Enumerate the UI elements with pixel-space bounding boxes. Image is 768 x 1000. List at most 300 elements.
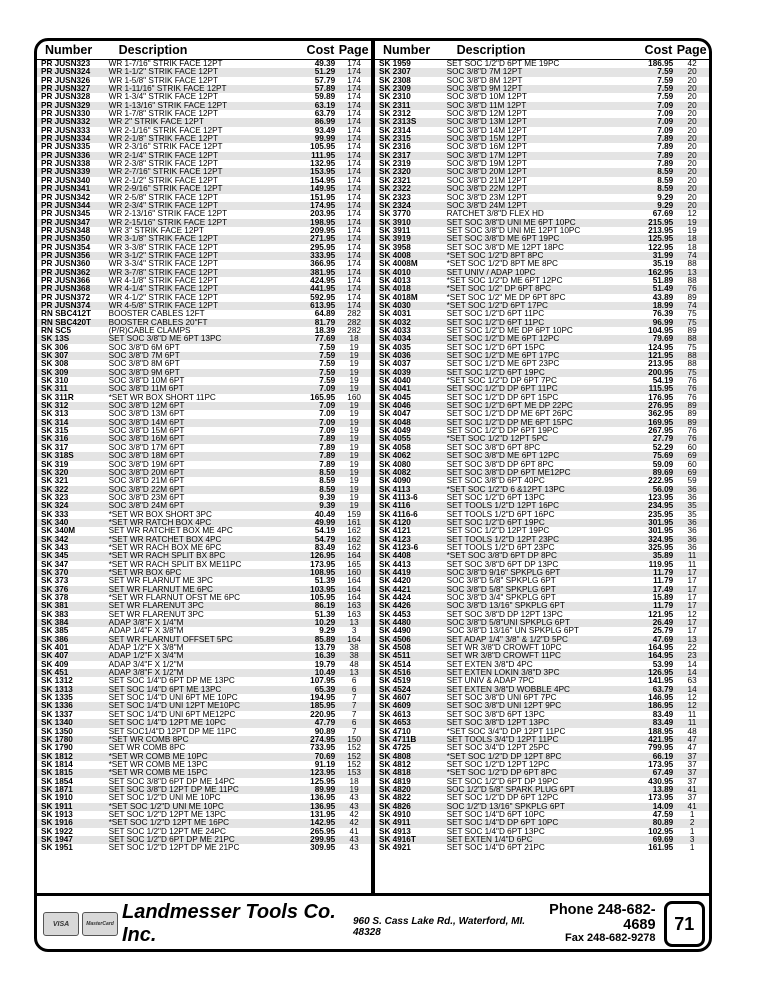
item-cost: 366.95 [310, 260, 336, 269]
table-row [375, 519, 709, 527]
item-number: SK 2312 [379, 110, 411, 119]
item-number: SK 318S [41, 452, 74, 461]
table-row [37, 419, 371, 427]
item-number: SK 4035 [379, 343, 411, 352]
item-description: SOC 3/8"D 14M 12PT [446, 126, 527, 135]
item-description: SET SOC 1/2"D DP 6PT 15PC [446, 393, 559, 402]
item-page: 174 [347, 143, 361, 152]
item-cost: 274.95 [310, 735, 336, 744]
item-cost: 47.69 [652, 635, 674, 644]
item-page: 19 [349, 468, 359, 477]
table-row [37, 836, 371, 844]
table-row [375, 803, 709, 811]
item-number: SK 343 [41, 543, 69, 552]
item-number: SK 4116 [379, 502, 411, 511]
table-row [375, 569, 709, 577]
table-row [37, 77, 371, 85]
item-description: WR 3-7/8" STRIK FACE 12PT [108, 268, 218, 277]
item-description: WR 2" STRIK FACE 12PT [108, 118, 204, 127]
item-page: 150 [347, 735, 361, 744]
item-cost: 7.09 [657, 110, 674, 119]
item-number: SK 4480 [379, 619, 411, 628]
table-row [37, 427, 371, 435]
table-row [37, 469, 371, 477]
item-description: SET EXTEN 3/8"D 4PC [446, 660, 533, 669]
item-cost: 7.89 [657, 160, 674, 169]
item-cost: 51.39 [314, 577, 336, 586]
item-cost: 67.49 [652, 769, 674, 778]
table-row [37, 444, 371, 452]
table-row [375, 435, 709, 443]
item-cost: 136.95 [310, 802, 336, 811]
table-row [37, 753, 371, 761]
item-description: *SET SOC 1/2"D 12PT 5PC [446, 435, 548, 444]
item-number: PR JUSN333 [41, 126, 91, 135]
item-page: 63 [687, 677, 697, 686]
table-row [375, 761, 709, 769]
item-page: 1 [689, 827, 695, 836]
item-description: SET SOC 1/2"D 6PT 11PC [446, 318, 545, 327]
item-description: *SET SOC 1/2"D 6PT 17PC [446, 301, 548, 310]
item-page: 3 [351, 627, 357, 636]
table-row [375, 719, 709, 727]
item-page: 162 [347, 535, 361, 544]
item-number: SK 4818 [379, 769, 411, 778]
table-row [375, 177, 709, 185]
table-row [37, 294, 371, 302]
item-cost: 123.95 [310, 769, 336, 778]
item-page: 1 [689, 810, 695, 819]
item-cost: 47.79 [314, 719, 336, 728]
item-description: SET SOC 1/4"D 6PT 10PC [446, 810, 545, 819]
table-row [375, 444, 709, 452]
table-row [37, 536, 371, 544]
item-page: 37 [687, 752, 697, 761]
item-description: SET SOC 3/8"D 6PT 8PC [446, 443, 541, 452]
table-row [375, 294, 709, 302]
item-cost: 7.89 [319, 452, 336, 461]
item-cost: 8.59 [657, 185, 674, 194]
item-cost: 104.95 [648, 327, 674, 335]
table-row [375, 319, 709, 327]
table-row [37, 669, 371, 677]
item-description: ADAP 1/2"F X 3/8"M [108, 644, 184, 653]
item-number: SK 2307 [379, 68, 411, 77]
item-description: WR 2-1/4" STRIK FACE 12PT [108, 151, 218, 160]
item-page: 36 [687, 543, 697, 552]
item-number: SK 1814 [41, 760, 73, 769]
item-description: SET SOC 1/2"D 12PT ME 24PC [108, 827, 226, 836]
item-number: SK 313 [41, 410, 69, 419]
item-page: 174 [347, 210, 361, 219]
item-cost: 8.59 [319, 468, 336, 477]
item-page: 1 [689, 844, 695, 853]
item-cost: 83.49 [652, 710, 674, 719]
item-description: SET WR 3/8"D CROWFT 10PC [446, 644, 562, 653]
table-row [375, 619, 709, 627]
item-description: SET SOC 1/4"D DP 6PT 10PC [446, 819, 559, 828]
item-number: SK 2319 [379, 160, 411, 169]
item-number: SK 1871 [41, 785, 73, 794]
item-page: 19 [349, 385, 359, 394]
item-description: SOC 3/8"D 24M 6PT [108, 502, 185, 511]
item-number: SK 4812 [379, 760, 411, 769]
item-page: 18 [349, 777, 359, 786]
item-page: 17 [687, 627, 697, 636]
item-page: 76 [687, 393, 697, 402]
table-row [37, 686, 371, 694]
item-page: 18 [349, 335, 359, 344]
item-cost: 57.79 [314, 76, 336, 85]
item-cost: 7.59 [657, 68, 674, 77]
item-page: 174 [347, 110, 361, 119]
item-cost: 142.95 [310, 819, 336, 828]
item-cost: 102.95 [648, 827, 674, 836]
right-column-header [375, 41, 709, 60]
item-page: 20 [687, 101, 697, 110]
item-description: SOC 3/8"D 17M 12PT [446, 151, 527, 160]
item-cost: 11.79 [653, 602, 674, 611]
table-row [375, 235, 709, 243]
item-cost: 8.59 [657, 168, 674, 177]
item-number: SK 4506 [379, 635, 411, 644]
item-cost: 325.95 [648, 543, 674, 552]
item-cost: 164.95 [648, 644, 674, 653]
item-page: 13 [687, 635, 697, 644]
item-description: SET SOC 1/2"D 12PT 12PC [446, 760, 550, 769]
item-cost: 49.99 [314, 518, 336, 527]
item-number: SK 306 [41, 343, 69, 352]
table-row [37, 352, 371, 360]
item-number: SK 4508 [379, 644, 411, 653]
item-description: SOC 3/8"D 7M 12PT [446, 68, 523, 77]
item-number: PR JUSN323 [41, 60, 91, 68]
item-description: SET SOC 1/2"D 12PT DP ME 21PC [108, 844, 240, 853]
item-description: WR 3" STRIK FACE 12PT [108, 226, 204, 235]
item-page: 75 [687, 343, 697, 352]
item-description: *SET WR RACH BOX ME 6PC [108, 543, 222, 552]
item-cost: 105.95 [310, 143, 336, 152]
item-number: SK 4008M [379, 260, 418, 269]
item-number: SK 4033 [379, 327, 411, 335]
item-cost: 234.95 [648, 502, 674, 511]
item-page: 11 [687, 719, 697, 728]
table-row [375, 728, 709, 736]
item-number: SK 4037 [379, 360, 411, 369]
table-row [37, 93, 371, 101]
item-page: 88 [687, 352, 697, 361]
item-description: SET SOC 3/8"D UNI 6PT 7PC [446, 694, 557, 703]
item-number: SK 324 [41, 502, 69, 511]
item-description: ADAP 3/4"F X 1/2"M [108, 660, 184, 669]
item-cost: 47.59 [652, 810, 674, 819]
item-page: 76 [687, 427, 697, 436]
item-cost: 198.95 [310, 218, 336, 227]
item-cost: 799.95 [648, 744, 674, 753]
item-page: 6 [351, 677, 357, 686]
item-page: 41 [349, 827, 359, 836]
item-cost: 63.19 [314, 101, 336, 110]
item-page: 174 [347, 226, 361, 235]
table-row [37, 644, 371, 652]
item-description: SET SOC 3/8"D DP 6PT ME12PC [446, 468, 571, 477]
table-row [37, 828, 371, 836]
item-description: *SET WR COMB ME 10PC [108, 752, 208, 761]
item-description: *SET SOC 1/2"D 6 &12PT 13PC [446, 485, 565, 494]
item-page: 17 [687, 577, 697, 586]
item-page: 89 [687, 327, 697, 335]
item-description: SET SOC1/4"D 12PT DP ME 11PC [108, 727, 237, 736]
item-number: SK 4421 [379, 585, 411, 594]
item-page: 37 [687, 760, 697, 769]
item-description: SET EXTEN LOKIN 3/8"D 3PC [446, 669, 560, 678]
item-description: SOC 3/8"D 7M 6PT [108, 352, 180, 361]
item-page: 174 [347, 251, 361, 260]
item-number: SK 4524 [379, 685, 411, 694]
item-cost: 14.09 [652, 802, 674, 811]
table-row [375, 377, 709, 385]
table-row [375, 135, 709, 143]
item-description: SET SOC 3/8"D 12PT DP ME 11PC [108, 785, 239, 794]
item-page: 282 [347, 318, 361, 327]
item-cost: 441.95 [310, 285, 336, 294]
left-column-header [37, 41, 371, 60]
item-description: SOC 3/8"D 18M 6PT [108, 452, 185, 461]
item-number: PR JUSN341 [41, 185, 91, 194]
item-page: 76 [687, 285, 697, 294]
item-cost: 151.95 [310, 193, 336, 202]
item-page: 19 [349, 477, 359, 486]
item-number: SK 4490 [379, 627, 411, 636]
item-cost: 64.89 [314, 310, 336, 319]
table-row [375, 477, 709, 485]
table-row [37, 544, 371, 552]
item-page: 164 [347, 585, 361, 594]
table-row [375, 711, 709, 719]
item-cost: 57.89 [314, 85, 336, 94]
header-description: Description [456, 43, 526, 57]
item-page: 163 [347, 610, 361, 619]
header-description: Description [118, 43, 188, 57]
item-description: WR 1-7/16" STRIK FACE 12PT [108, 60, 223, 68]
item-cost: 7.09 [657, 126, 674, 135]
table-row [37, 185, 371, 193]
item-description: *SET WR RATCHET BOX 4PC [108, 535, 222, 544]
item-number: SK 4819 [379, 777, 411, 786]
table-row [37, 486, 371, 494]
item-description: SET SOC 3/8"D DP 12PT 13PC [446, 610, 563, 619]
table-row [37, 627, 371, 635]
table-row [37, 60, 371, 68]
item-description: WR 4-5/8" STRIK FACE 12PT [108, 301, 218, 310]
item-page: 42 [349, 819, 359, 828]
item-number: SK 340 [41, 518, 69, 527]
item-number: SK 4036 [379, 352, 411, 361]
table-row [375, 502, 709, 510]
item-number: SK 4911 [379, 819, 411, 828]
item-cost: 19.79 [314, 660, 336, 669]
item-number: SK 4049 [379, 427, 411, 436]
table-row [37, 252, 371, 260]
item-page: 7 [351, 727, 357, 736]
item-number: SK 1335 [41, 694, 73, 703]
table-row [37, 435, 371, 443]
item-cost: 267.95 [648, 427, 674, 436]
item-page: 19 [687, 226, 697, 235]
item-number: SK 3911 [379, 226, 411, 235]
table-row [37, 244, 371, 252]
item-cost: 7.09 [319, 418, 336, 427]
item-page: 174 [347, 176, 361, 185]
item-number: SK 4453 [379, 610, 411, 619]
item-cost: 7.59 [657, 76, 674, 85]
item-cost: 7.09 [319, 410, 336, 419]
table-row [37, 310, 371, 318]
item-page: 174 [347, 235, 361, 244]
item-description: WR 3-3/4" STRIK FACE 12PT [108, 260, 218, 269]
item-page: 282 [347, 327, 361, 335]
item-description: SOC 3/8"D 17M 6PT [108, 443, 185, 452]
item-cost: 77.69 [314, 335, 336, 344]
item-page: 19 [349, 410, 359, 419]
item-description: SET SOC 1/4"D 6PT 13PC [446, 827, 545, 836]
item-cost: 54.79 [314, 535, 336, 544]
table-row [375, 794, 709, 802]
item-page: 174 [347, 76, 361, 85]
item-page: 174 [347, 101, 361, 110]
table-row [37, 210, 371, 218]
item-description: SET WR FLARNUT OFFSET 5PC [108, 635, 233, 644]
item-page: 47 [687, 735, 697, 744]
table-row [37, 711, 371, 719]
item-number: SK 2317 [379, 151, 411, 160]
item-cost: 111.95 [311, 151, 336, 160]
item-description: SOC 3/8"D 21M 12PT [446, 176, 527, 185]
item-cost: 362.95 [648, 410, 674, 419]
item-number: SK 451 [41, 669, 69, 678]
item-page: 23 [687, 652, 697, 661]
item-page: 19 [349, 352, 359, 361]
table-row [375, 511, 709, 519]
table-row [37, 786, 371, 794]
item-cost: 592.95 [310, 293, 336, 302]
item-page: 174 [347, 268, 361, 277]
item-description: *SET SOC 1/2" ME DP 6PT 8PC [446, 293, 566, 302]
item-description: WR 1-7/8" STRIK FACE 12PT [108, 110, 218, 119]
item-cost: 161.95 [648, 844, 674, 853]
item-cost: 324.95 [648, 535, 674, 544]
item-description: SET SOC 1/2"D UNI ME 10PC [108, 794, 221, 803]
table-row [375, 152, 709, 160]
item-page: 48 [687, 727, 697, 736]
item-number: SK 314 [41, 418, 69, 427]
item-page: 20 [687, 185, 697, 194]
table-row [375, 602, 709, 610]
item-page: 14 [687, 685, 697, 694]
item-cost: 7.89 [657, 143, 674, 152]
item-number: SK 310 [41, 377, 69, 386]
table-row [375, 277, 709, 285]
item-description: *SET WR FLARNUT OFST ME 6PC [108, 594, 241, 602]
table-row [375, 769, 709, 777]
item-number: SK 340M [41, 527, 76, 536]
item-description: SOC 3/8"D 15M 12PT [446, 135, 527, 144]
table-row [37, 636, 371, 644]
item-number: SK 2320 [379, 168, 411, 177]
table-row [37, 394, 371, 402]
item-description: WR 1-3/4" STRIK FACE 12PT [108, 93, 218, 102]
table-row [375, 694, 709, 702]
item-page: 20 [687, 118, 697, 127]
item-page: 19 [349, 493, 359, 502]
item-description: SOC 3/8"D 11M 6PT [108, 385, 184, 394]
item-description: SET SOC 3/8"D UNI ME 6PT 10PC [446, 218, 576, 227]
item-page: 19 [349, 360, 359, 369]
catalog-page [34, 38, 712, 952]
item-number: PR JUSN356 [41, 251, 91, 260]
item-number: SK 4055 [379, 435, 411, 444]
item-description: WR 2-1/2" STRIK FACE 12PT [108, 176, 218, 185]
item-number: PR JUSN362 [41, 268, 91, 277]
item-number: SK 4040 [379, 377, 411, 386]
item-number: SK 4710 [379, 727, 411, 736]
table-row [37, 527, 371, 535]
item-page: 35 [687, 502, 697, 511]
item-number: SK 4032 [379, 318, 411, 327]
item-number: SK 1947 [41, 835, 73, 844]
item-page: 6 [351, 719, 357, 728]
item-cost: 25.79 [652, 627, 674, 636]
table-row [375, 344, 709, 352]
item-description: SOC 3/8"D 14M 6PT [108, 418, 185, 427]
item-number: SK 315 [41, 427, 69, 436]
item-page: 160 [347, 568, 361, 577]
item-cost: 18.99 [652, 301, 674, 310]
header-number: Number [383, 43, 431, 57]
item-cost: 76.39 [652, 310, 674, 319]
item-description: WR 3-1/2" STRIK FACE 12PT [108, 251, 218, 260]
table-row [375, 244, 709, 252]
table-row [375, 552, 709, 560]
item-description: *SET SOC 1/2"D DP 6PT 7PC [446, 377, 557, 386]
item-cost: 27.79 [652, 435, 674, 444]
item-description: SET SOC 1/2"D 6PT ME DP 22PC [446, 402, 573, 411]
item-number: SK 312 [41, 402, 69, 411]
item-description: ADAP 3/8"F X 1/2"M [108, 669, 184, 678]
item-number: SK 4419 [379, 568, 411, 577]
item-cost: 173.95 [310, 560, 336, 569]
item-number: SK 4018 [379, 285, 411, 294]
item-page: 89 [687, 293, 697, 302]
table-row [37, 619, 371, 627]
table-row [37, 377, 371, 385]
item-number: PR JUSN345 [41, 210, 91, 219]
item-cost: 86.19 [314, 602, 336, 611]
table-row [375, 210, 709, 218]
item-number: PR JUSN326 [41, 76, 91, 85]
item-description: SET WR RATCHET BOX ME 4PC [108, 527, 233, 536]
table-row [37, 778, 371, 786]
table-row [37, 552, 371, 560]
item-page: 37 [687, 769, 697, 778]
item-number: SK 2321 [379, 176, 411, 185]
item-page: 43 [349, 844, 359, 853]
item-number: SK 385 [41, 627, 69, 636]
item-description: SOC 3/8"D 21M 6PT [108, 477, 185, 486]
item-number: SK 2311 [379, 101, 411, 110]
item-description: SOC 3/8"D 5/8" SPKPLG 6PT [446, 585, 556, 594]
right-column [371, 41, 709, 893]
